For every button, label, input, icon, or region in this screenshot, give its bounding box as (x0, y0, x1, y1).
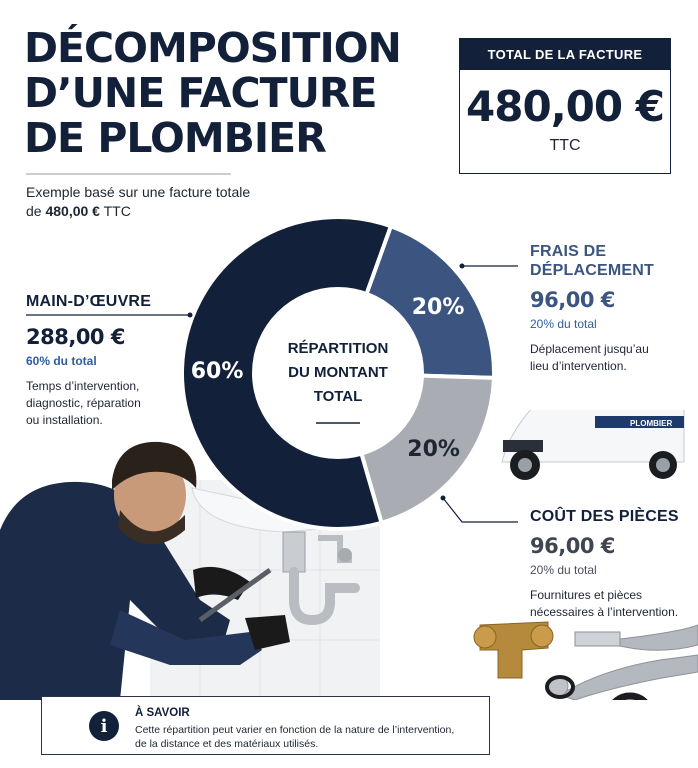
parts-amount: 96,00 € (530, 534, 615, 558)
total-unit: TTC (549, 137, 581, 154)
title-line-3: DE PLOMBIER (24, 114, 326, 162)
info-title: À SAVOIR (135, 707, 190, 719)
van-illustration (502, 410, 684, 480)
title-line-1: DÉCOMPOSITION (24, 24, 401, 72)
pie-label-parts: 20% (407, 437, 460, 463)
pie-label-labor: 60% (190, 359, 244, 385)
labor-amount: 288,00 € (26, 325, 125, 349)
total-amount: 480,00 € (466, 82, 664, 131)
title-divider (26, 173, 231, 175)
parts-description: Fournitures et pièces nécessaires à l’intervention. (530, 588, 679, 619)
title-line-2: D’UNE FACTURE (24, 69, 377, 117)
van-label: PLOMBIER (630, 419, 673, 428)
labor-share: 60% du total (26, 354, 97, 368)
travel-block (530, 242, 690, 375)
labor-description: Temps d’intervention, diagnostic, réparation ou installation. (26, 379, 141, 427)
parts-title: COÛT DES PIÈCES (530, 508, 679, 525)
travel-title-line-1: FRAIS DE (530, 243, 607, 260)
total-label: TOTAL DE LA FACTURE (460, 39, 670, 70)
parts-share: 20% du total (530, 563, 597, 577)
subtitle-suffix: TTC (103, 203, 131, 219)
travel-share: 20% du total (530, 317, 597, 331)
info-text: Cette répartition peut varier en fonction de la nature de l’intervention, de la distance et des matériaux utilisés. (135, 724, 455, 750)
pie-label-travel: 20% (411, 294, 465, 320)
labor-title: MAIN-D’ŒUVRE (26, 293, 152, 310)
travel-description: Déplacement jusqu’au lieu d’intervention. (530, 342, 649, 373)
pie-chart (183, 213, 493, 533)
subtitle-prefix: Exemple basé sur une facture totale de (26, 184, 251, 219)
info-icon: i (89, 711, 119, 741)
pie-center-label-2: DU MONTANT (288, 364, 388, 381)
labor-block (26, 292, 196, 429)
fittings-illustration (474, 622, 698, 700)
pie-center-label-1: RÉPARTITION (287, 340, 389, 357)
page-title (24, 26, 404, 161)
pie-center-label-3: TOTAL (313, 388, 363, 405)
travel-title-line-2: DÉPLACEMENT (530, 262, 654, 279)
parts-block (530, 507, 690, 621)
travel-amount: 96,00 € (530, 288, 615, 312)
info-box (41, 696, 490, 755)
total-invoice-box (459, 38, 671, 174)
subtitle-amount: 480,00 € (45, 203, 100, 219)
